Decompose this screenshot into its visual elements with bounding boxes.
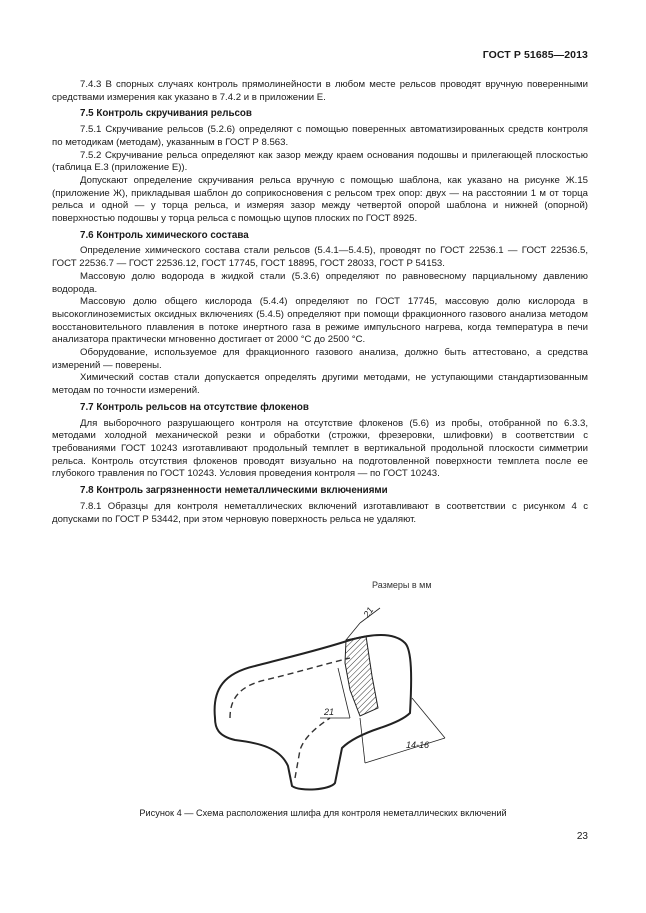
- paragraph-7-5-2: 7.5.2 Скручивание рельса определяют как зазор между краем основания подошвы и прилегающей плоскостью (таблица Е.3 (приложение Е)).: [52, 149, 588, 174]
- paragraph-7-6-c: Массовую долю общего кислорода (5.4.4) определяют по ГОСТ 17745, массовую долю кислорода в высокоглиноземистых оксидных включениях (5.4.5) определяют при помощи фракционного газового анализа методом восстановительного плавления в потоке инертного газа в режиме импульсного нагрева, когда температура в печи анализатора практически мгновенно достигает от 2000 °С до 2500 °С.: [52, 296, 588, 346]
- paragraph-7-4-3: 7.4.3 В спорных случаях контроль прямолинейности в любом месте рельсов проводят вручную поверенными средствами измерения как указано в 7.4.2 и в приложении Е.: [52, 79, 588, 103]
- dim-line-bottom: [365, 738, 445, 763]
- label-side-21: 21: [324, 707, 335, 717]
- page-number: 23: [576, 831, 588, 842]
- heading-7-5: 7.5 Контроль скручивания рельсов: [80, 108, 252, 120]
- page-body: [52, 79, 588, 526]
- paragraph-7-5-1: 7.5.1 Скручивание рельсов (5.2.6) определяют с помощью поверенных автоматизированных средств контроля по методикам (методам), указанным в ГОСТ Р 8.563.: [52, 124, 588, 148]
- rail-web-dashed: [295, 718, 330, 778]
- dim-extension-bottom: [360, 718, 365, 763]
- paragraph-7-5-2-template: Допускают определение скручивания рельса вручную с помощью шаблона, как указано на рисунке Ж.15 (приложение Ж), прикладывая шаблон до соприкосновения с рельсом трех опор: двух — на расстоянии 1 м от торца рельса и одной — у торца рельса, и измеряя зазор между четвертой опорой шаблона и нижней (опорной) поверхностью подошвы у торца рельса с помощью щупов плоских по ГОСТ 8925.: [52, 174, 588, 225]
- rail-diagram: [200, 578, 460, 803]
- specimen-hatched-area: [345, 636, 378, 716]
- rail-section-figure: [200, 578, 460, 803]
- document-code: ГОСТ Р 51685—2013: [482, 49, 588, 61]
- paragraph-7-6-a: Определение химического состава стали рельсов (5.4.1—5.4.5), проводят по ГОСТ 22536.1 — ГОСТ 22536.5, ГОСТ 22536.7 — ГОСТ 22536.12, ГОСТ 17745, ГОСТ 18895, ГОСТ 28033, ГОСТ Р 54153.: [52, 245, 588, 270]
- rail-head-outline: [215, 635, 412, 789]
- dimensions-note: Размеры в мм: [372, 580, 432, 590]
- dim-extension-bottom-2: [412, 698, 445, 738]
- paragraph-7-7: Для выборочного разрушающего контроля на отсутствие флокенов (5.6) из пробы, отобранной по 6.3.3, методами холодной механической резки и обработки (строжки, фрезеровки, шлифовки) в соответствии с требованиями ГОСТ 10243 изготавливают продольный темплет в вертикальной продольной плоскости симметрии рельса. Контроль отсутствия флокенов проводят визуально на подготовленной поверхности темплета после ее глубокого травления по ГОСТ 10243. Условия проведения контроля — по ГОСТ 10243.: [52, 417, 588, 480]
- heading-7-8: 7.8 Контроль загрязненности неметаллическими включениями: [80, 485, 388, 497]
- label-top-21: 21: [361, 605, 376, 620]
- heading-7-7: 7.7 Контроль рельсов на отсутствие флокенов: [80, 401, 309, 413]
- label-bottom-14-16: 14-16: [406, 740, 430, 750]
- paragraph-7-6-d: Оборудование, используемое для фракционного газового анализа, должно быть аттестовано, а средства измерений — поверены.: [52, 347, 588, 371]
- paragraph-7-6-b: Массовую долю водорода в жидкой стали (5.3.6) определяют по равновесному парциальному давлению водорода.: [52, 270, 588, 295]
- paragraph-7-8-1: 7.8.1 Образцы для контроля неметаллических включений изготавливают в соответствии с рисунком 4 с допусками по ГОСТ Р 53442, при этом черновую поверхность рельса не удаляют.: [52, 500, 588, 525]
- paragraph-7-6-e: Химический состав стали допускается определять другими методами, не уступающими стандартизованным методам по точности измерений.: [52, 372, 588, 397]
- heading-7-6: 7.6 Контроль химического состава: [80, 229, 249, 241]
- figure-caption: Рисунок 4 — Схема расположения шлифа для контроля неметаллических включений: [139, 808, 507, 818]
